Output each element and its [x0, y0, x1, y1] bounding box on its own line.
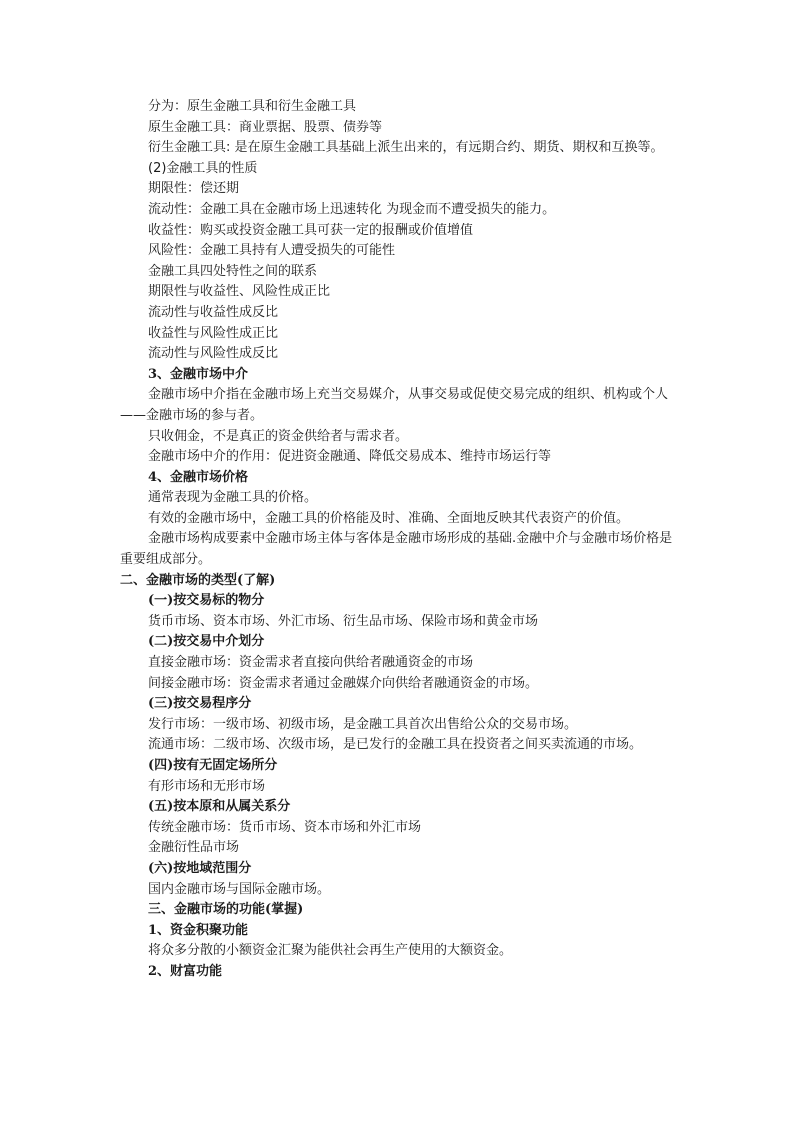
text-line: 发行市场：一级市场、初级市场，是金融工具首次出售给公众的交易市场。: [148, 716, 578, 732]
text-line: 金融工具四处特性之间的联系: [148, 263, 318, 279]
text-line: 金融衍性品市场: [148, 840, 240, 856]
section-heading: (三)按交易程序分: [148, 696, 252, 712]
section-heading: (四)按有无固定场所分: [148, 758, 278, 773]
text-line: 收益性：购买或投资金融工具可获一定的报酬或价值增值: [148, 222, 474, 238]
text-line: 风险性：金融工具持有人遭受损失的可能性: [148, 243, 396, 259]
document-page: [120, 97, 680, 983]
section-heading: 4、金融市场价格: [148, 469, 249, 485]
text-line: 有效的金融市场中，金融工具的价格能及时、准确、全面地反映其代表资产的价值。: [148, 510, 630, 526]
text-line: 间接金融市场：资金需求者通过金融媒介向供给者融通资金的市场。: [148, 675, 539, 691]
text-line: 流动性：金融工具在金融市场上迅速转化 为现金而不遭受损失的能力。: [148, 201, 556, 217]
text-line: 期限性与收益性、风险性成正比: [148, 284, 331, 300]
text-line: 流动性与风险性成反比: [148, 346, 279, 362]
text-line: 有形市场和无形市场: [148, 778, 266, 794]
section-heading: (二)按交易中介划分: [148, 634, 265, 650]
section-heading: (一)按交易标的物分: [148, 593, 265, 609]
section-heading: (六)按地域范围分: [148, 860, 252, 876]
text-line: 期限性：偿还期: [148, 181, 240, 197]
section-heading: (五)按本原和从属关系分: [148, 799, 291, 815]
text-line: 通常表现为金融工具的价格。: [148, 490, 318, 506]
text-line: 将众多分散的小额资金汇聚为能供社会再生产使用的大额资金。: [148, 943, 513, 959]
text-line: 只收佣金，不是真正的资金供给者与需求者。: [148, 428, 409, 444]
section-heading: 二、金融市场的类型(了解): [120, 572, 276, 588]
text-line: 流动性与收益性成反比: [148, 304, 279, 320]
text-line: 金融市场中介指在金融市场上充当交易媒介，从事交易或促使交易完成的组织、机构或个人——金融市场的参与者。: [120, 387, 669, 423]
text-line: 原生金融工具：商业票据、股票、债券等: [148, 119, 383, 135]
text-line: 衍生金融工具: 是在原生金融工具基础上派生出来的，有远期合约、期货、期权和互换等。: [148, 140, 664, 156]
text-line: (2)金融工具的性质: [148, 160, 258, 176]
text-line: 直接金融市场：资金需求者直接向供给者融通资金的市场: [148, 655, 474, 671]
text-line: 国内金融市场与国际金融市场。: [148, 881, 331, 897]
section-heading: 1、资金积聚功能: [148, 922, 249, 938]
section-heading: 3、金融市场中介: [148, 366, 249, 382]
section-heading: 三、金融市场的功能(掌握): [148, 902, 304, 918]
text-line: 货币市场、资本市场、外汇市场、衍生品市场、保险市场和黄金市场: [148, 613, 539, 629]
text-line: 收益性与风险性成正比: [148, 325, 279, 341]
text-line: 金融市场中介的作用：促进资金融通、降低交易成本、维持市场运行等: [148, 449, 552, 465]
text-line: 分为：原生金融工具和衍生金融工具: [148, 99, 357, 114]
text-line: 流通市场：二级市场、次级市场，是已发行的金融工具在投资者之间买卖流通的市场。: [148, 737, 643, 753]
section-heading: 2、财富功能: [148, 963, 223, 979]
text-line: 金融市场构成要素中金融市场主体与客体是金融市场形成的基础.金融中介与金融市场价格是重要组成部分。: [120, 531, 673, 568]
text-line: 传统金融市场：货币市场、资本市场和外汇市场: [148, 819, 422, 835]
